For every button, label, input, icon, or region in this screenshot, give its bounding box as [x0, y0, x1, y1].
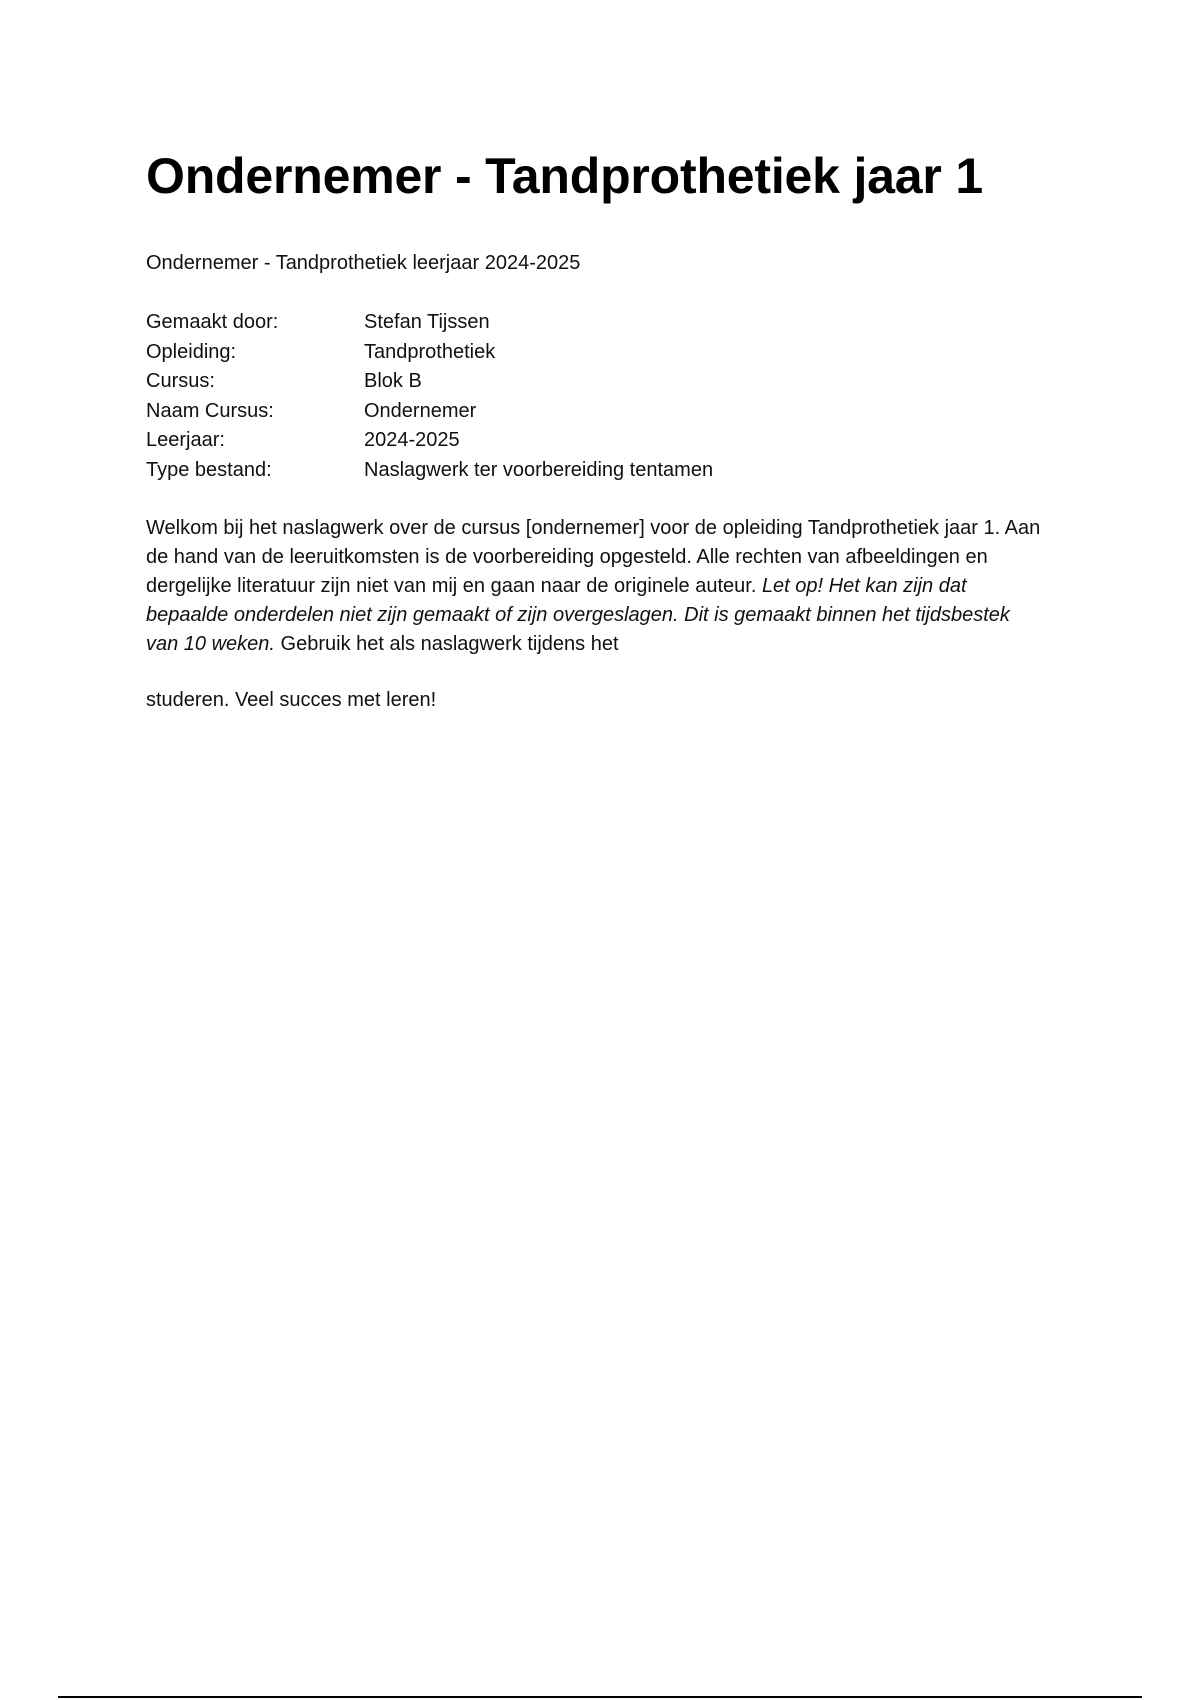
metadata-row-course	[146, 367, 713, 397]
metadata-value: Stefan Tijssen	[364, 311, 490, 333]
intro-closing: studeren. Veel succes met leren!	[146, 689, 437, 711]
metadata-row-file-type	[146, 456, 713, 486]
metadata-row-year	[146, 426, 713, 456]
metadata-value: Blok B	[364, 370, 422, 392]
intro-usage-text: Gebruik het als naslagwerk tijdens het	[280, 633, 619, 655]
metadata-row-course-name	[146, 397, 713, 427]
intro-section	[146, 514, 1046, 711]
metadata-label: Naam Cursus:	[146, 399, 274, 422]
intro-text: Welkom bij het naslagwerk over de cursus [ondernemer] voor de opleiding Tandprothetiek jaar 1. Aan de hand van de leeruitkomsten is de voorbereiding opgesteld. Alle rechten van afbeeldingen en dergelijke literatuur zijn niet van mij en gaan naar de originele auteur.	[146, 517, 1041, 597]
footer-divider	[58, 1696, 1142, 1698]
metadata-label: Cursus:	[146, 370, 215, 392]
metadata-table	[146, 308, 713, 485]
metadata-value: Naslagwerk ter voorbereiding tentamen	[364, 458, 714, 481]
intro-notice: Let op! Het kan zijn dat bepaalde onderdelen niet zijn gemaakt of zijn overgeslagen. Dit is gemaakt binnen het tijdsbestek van 10 weken.	[146, 575, 1010, 655]
metadata-label: Opleiding:	[146, 340, 237, 363]
metadata-label: Type bestand:	[146, 458, 272, 481]
metadata-value: Tandprothetiek	[364, 340, 496, 363]
document-subtitle: Ondernemer - Tandprothetiek leerjaar 2024-2025	[146, 252, 581, 274]
metadata-value: 2024-2025	[364, 429, 460, 451]
metadata-value: Ondernemer	[364, 399, 477, 422]
document-title: Ondernemer - Tandprothetiek jaar 1	[146, 148, 983, 204]
metadata-row-program	[146, 338, 713, 368]
metadata-row-author	[146, 308, 713, 338]
metadata-label: Gemaakt door:	[146, 311, 279, 333]
intro-paragraph	[146, 514, 1046, 659]
metadata-label: Leerjaar:	[146, 429, 225, 451]
